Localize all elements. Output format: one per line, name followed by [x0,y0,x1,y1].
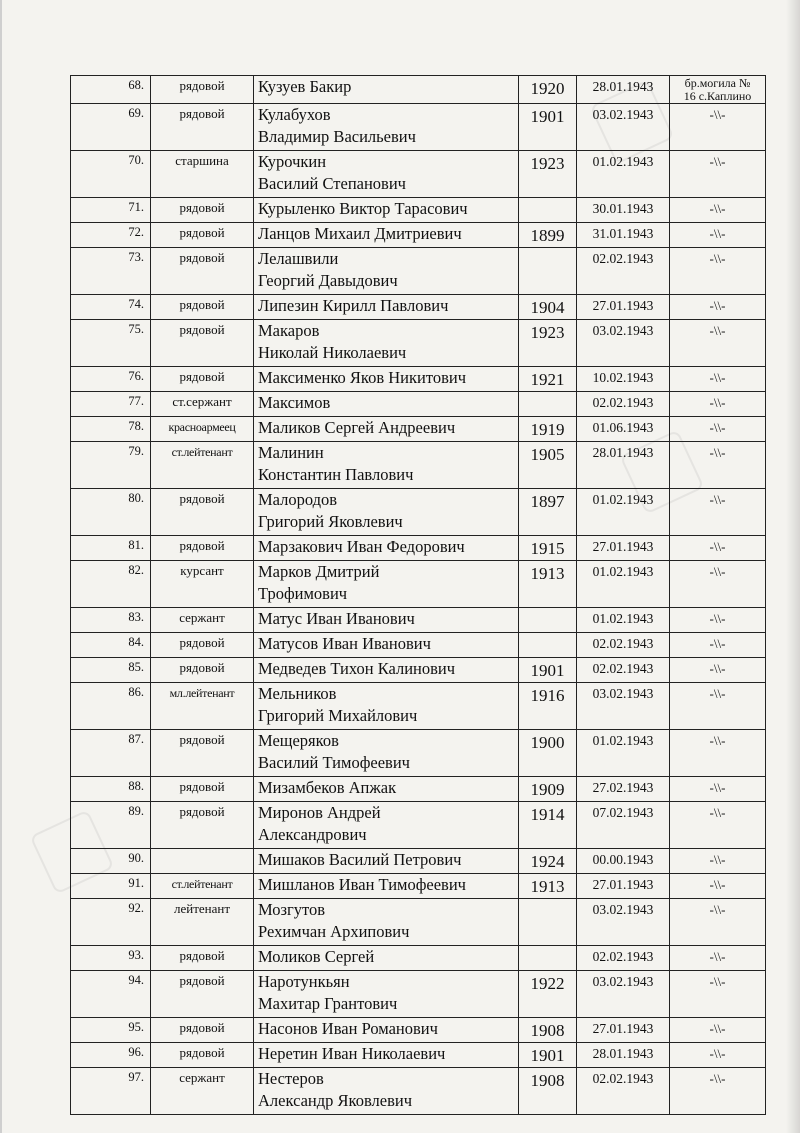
row-number: 80. [71,489,151,536]
death-date: 27.01.1943 [577,295,670,320]
death-date: 01.06.1943 [577,417,670,442]
row-number: 77. [71,392,151,417]
row-number: 88. [71,777,151,802]
name-line: Георгий Давыдович [258,271,398,290]
name-line: Мишаков Василий Петрович [258,850,462,869]
burial-place: -\\- [670,367,766,392]
name-line: Махитар Грантович [258,994,398,1013]
burial-place: -\\- [670,198,766,223]
death-date: 27.01.1943 [577,536,670,561]
name-line: Лелашвили [258,249,339,268]
burial-place: -\\- [670,608,766,633]
death-date: 03.02.1943 [577,683,670,730]
death-date: 02.02.1943 [577,248,670,295]
full-name [254,802,519,849]
death-date: 03.02.1943 [577,104,670,151]
birth-year: 1909 [519,777,577,802]
birth-year: 1900 [519,730,577,777]
full-name [254,248,519,295]
military-rank: сержант [151,608,254,633]
name-line: Матусов Иван Иванович [258,634,431,653]
burial-place: -\\- [670,946,766,971]
name-line: Григорий Яковлевич [258,512,403,531]
row-number: 83. [71,608,151,633]
burial-place: -\\- [670,151,766,198]
death-date: 28.01.1943 [577,76,670,104]
name-line: Кузуев Бакир [258,77,352,96]
military-rank: рядовой [151,730,254,777]
name-line: Малородов [258,490,338,509]
row-number: 91. [71,874,151,899]
table-row [71,561,766,608]
table-row [71,777,766,802]
birth-year [519,899,577,946]
birth-year: 1904 [519,295,577,320]
row-number: 75. [71,320,151,367]
birth-year: 1924 [519,849,577,874]
full-name [254,417,519,442]
full-name [254,392,519,417]
death-date: 01.02.1943 [577,561,670,608]
birth-year: 1921 [519,367,577,392]
table-row [71,802,766,849]
burial-place: -\\- [670,874,766,899]
military-rank: рядовой [151,248,254,295]
roster-body [71,76,766,1115]
full-name [254,223,519,248]
military-rank: рядовой [151,295,254,320]
table-row [71,730,766,777]
name-line: Мишланов Иван Тимофеевич [258,875,466,894]
military-rank: ст.сержант [151,392,254,417]
table-row [71,633,766,658]
name-line: Александр Яковлевич [258,1091,413,1110]
birth-year: 1897 [519,489,577,536]
row-number: 92. [71,899,151,946]
table-row [71,1043,766,1068]
row-number: 94. [71,971,151,1018]
table-row [71,658,766,683]
birth-year: 1901 [519,658,577,683]
burial-place: -\\- [670,849,766,874]
burial-place: -\\- [670,899,766,946]
birth-year: 1915 [519,536,577,561]
full-name [254,561,519,608]
table-row [71,683,766,730]
burial-place: -\\- [670,392,766,417]
military-rank: рядовой [151,633,254,658]
row-number: 82. [71,561,151,608]
name-line: Липезин Кирилл Павлович [258,296,449,315]
table-row [71,392,766,417]
burial-place: -\\- [670,658,766,683]
military-rank: рядовой [151,198,254,223]
burial-place: -\\- [670,971,766,1018]
name-line: Маликов Сергей Андреевич [258,418,456,437]
name-line: Владимир Васильевич [258,127,416,146]
table-row [71,248,766,295]
full-name [254,536,519,561]
full-name [254,658,519,683]
table-row [71,442,766,489]
name-line: Григорий Михайлович [258,706,418,725]
full-name [254,442,519,489]
name-line: Рехимчан Архипович [258,922,410,941]
name-line: Василий Тимофеевич [258,753,410,772]
death-date: 02.02.1943 [577,946,670,971]
death-date: 28.01.1943 [577,442,670,489]
burial-place: -\\- [670,417,766,442]
military-rank: рядовой [151,777,254,802]
full-name [254,76,519,104]
table-row [71,320,766,367]
row-number: 96. [71,1043,151,1068]
name-line: Мозгутов [258,900,326,919]
row-number: 68. [71,76,151,104]
name-line: Максимов [258,393,331,412]
full-name [254,899,519,946]
birth-year: 1913 [519,874,577,899]
military-rank: ст.лейтенант [151,874,254,899]
row-number: 87. [71,730,151,777]
birth-year: 1901 [519,1043,577,1068]
death-date: 02.02.1943 [577,392,670,417]
full-name [254,198,519,223]
table-row [71,151,766,198]
full-name [254,946,519,971]
burial-place: -\\- [670,295,766,320]
name-line: Макаров [258,321,320,340]
full-name [254,730,519,777]
burial-place: -\\- [670,683,766,730]
birth-year: 1908 [519,1068,577,1115]
table-row [71,849,766,874]
death-date: 03.02.1943 [577,971,670,1018]
name-line: Медведев Тихон Калинович [258,659,456,678]
table-row [71,1018,766,1043]
name-line: Моликов Сергей [258,947,375,966]
table-row [71,198,766,223]
burial-place: -\\- [670,104,766,151]
birth-year [519,392,577,417]
full-name [254,608,519,633]
scan-shadow [786,0,800,1133]
burial-place: -\\- [670,536,766,561]
full-name [254,971,519,1018]
row-number: 95. [71,1018,151,1043]
birth-year: 1923 [519,151,577,198]
name-line: Курыленко Виктор Тарасович [258,199,468,218]
name-line: Мещеряков [258,731,339,750]
death-date: 28.01.1943 [577,1043,670,1068]
burial-place: -\\- [670,223,766,248]
death-date: 01.02.1943 [577,608,670,633]
name-line: Малинин [258,443,324,462]
death-date: 02.02.1943 [577,1068,670,1115]
birth-year [519,946,577,971]
name-line: Неретин Иван Николаевич [258,1044,446,1063]
burial-place: -\\- [670,442,766,489]
death-date: 02.02.1943 [577,633,670,658]
death-date: 02.02.1943 [577,658,670,683]
military-rank: рядовой [151,946,254,971]
birth-year: 1919 [519,417,577,442]
birth-year: 1923 [519,320,577,367]
full-name [254,849,519,874]
birth-year: 1914 [519,802,577,849]
name-line: Трофимович [258,584,348,603]
burial-place: -\\- [670,730,766,777]
row-number: 69. [71,104,151,151]
name-line: Ланцов Михаил Дмитриевич [258,224,462,243]
name-line: Марзакович Иван Федорович [258,537,465,556]
table-row [71,104,766,151]
birth-year: 1899 [519,223,577,248]
name-line: Мельников [258,684,337,703]
table-row [71,608,766,633]
table-row [71,946,766,971]
burial-place: -\\- [670,1043,766,1068]
military-rank: ст.лейтенант [151,442,254,489]
row-number: 86. [71,683,151,730]
row-number: 84. [71,633,151,658]
name-line: Мизамбеков Апжак [258,778,397,797]
table-row [71,295,766,320]
table-row [71,223,766,248]
name-line: Кулабухов [258,105,331,124]
row-number: 73. [71,248,151,295]
military-rank: рядовой [151,1018,254,1043]
table-row [71,417,766,442]
full-name [254,874,519,899]
death-date: 01.02.1943 [577,489,670,536]
military-rank: курсант [151,561,254,608]
burial-place: -\\- [670,1018,766,1043]
military-rank: рядовой [151,1043,254,1068]
row-number: 97. [71,1068,151,1115]
burial-place: -\\- [670,777,766,802]
death-date: 01.02.1943 [577,730,670,777]
death-date: 01.02.1943 [577,151,670,198]
row-number: 74. [71,295,151,320]
death-date: 27.01.1943 [577,1018,670,1043]
birth-year [519,633,577,658]
burial-place: -\\- [670,1068,766,1115]
name-line: Марков Дмитрий [258,562,380,581]
row-number: 70. [71,151,151,198]
name-line: Константин Павлович [258,465,414,484]
name-line: Насонов Иван Романович [258,1019,438,1038]
full-name [254,683,519,730]
row-number: 71. [71,198,151,223]
military-rank: лейтенант [151,899,254,946]
full-name [254,320,519,367]
military-rank: рядовой [151,320,254,367]
full-name [254,633,519,658]
table-row [71,489,766,536]
birth-year: 1908 [519,1018,577,1043]
table-row [71,971,766,1018]
birth-year: 1922 [519,971,577,1018]
name-line: Курочкин [258,152,327,171]
military-rank: сержант [151,1068,254,1115]
death-date: 27.01.1943 [577,874,670,899]
row-number: 76. [71,367,151,392]
name-line: Александрович [258,825,367,844]
row-number: 78. [71,417,151,442]
birth-year: 1916 [519,683,577,730]
death-date: 03.02.1943 [577,899,670,946]
death-date: 30.01.1943 [577,198,670,223]
death-date: 07.02.1943 [577,802,670,849]
row-number: 85. [71,658,151,683]
full-name [254,1018,519,1043]
full-name [254,367,519,392]
death-date: 31.01.1943 [577,223,670,248]
name-line: Николай Николаевич [258,343,407,362]
birth-year [519,608,577,633]
table-row [71,367,766,392]
row-number: 72. [71,223,151,248]
name-line: Василий Степанович [258,174,406,193]
burial-place: -\\- [670,489,766,536]
military-rank: рядовой [151,802,254,849]
full-name [254,104,519,151]
birth-year: 1920 [519,76,577,104]
military-rank: рядовой [151,76,254,104]
row-number: 81. [71,536,151,561]
name-line: Максименко Яков Никитович [258,368,467,387]
row-number: 93. [71,946,151,971]
full-name [254,151,519,198]
name-line: Нестеров [258,1069,324,1088]
full-name [254,295,519,320]
burial-place: -\\- [670,802,766,849]
birth-year [519,248,577,295]
death-date: 03.02.1943 [577,320,670,367]
birth-year: 1901 [519,104,577,151]
burial-place: -\\- [670,633,766,658]
burial-place: -\\- [670,248,766,295]
table-row [71,76,766,104]
military-rank: рядовой [151,223,254,248]
military-rank: старшина [151,151,254,198]
death-date: 00.00.1943 [577,849,670,874]
full-name [254,1068,519,1115]
death-date: 27.02.1943 [577,777,670,802]
name-line: Миронов Андрей [258,803,381,822]
military-rank: рядовой [151,104,254,151]
row-number: 89. [71,802,151,849]
row-number: 90. [71,849,151,874]
table-row [71,899,766,946]
table-row [71,536,766,561]
name-line: Наротункьян [258,972,350,991]
military-rank [151,849,254,874]
military-rank: красноармеец [151,417,254,442]
death-date: 10.02.1943 [577,367,670,392]
burial-place: -\\- [670,561,766,608]
military-rank: рядовой [151,658,254,683]
burial-place: бр.могила № 16 с.Каплино [670,76,766,104]
name-line: Матус Иван Иванович [258,609,415,628]
full-name [254,489,519,536]
military-rank: рядовой [151,489,254,536]
birth-year [519,198,577,223]
row-number: 79. [71,442,151,489]
burial-roster-table [70,75,766,1115]
table-row [71,1068,766,1115]
military-rank: рядовой [151,536,254,561]
full-name [254,777,519,802]
table-row [71,874,766,899]
full-name [254,1043,519,1068]
military-rank: рядовой [151,367,254,392]
birth-year: 1905 [519,442,577,489]
military-rank: мл.лейтенант [151,683,254,730]
birth-year: 1913 [519,561,577,608]
burial-place: -\\- [670,320,766,367]
military-rank: рядовой [151,971,254,1018]
